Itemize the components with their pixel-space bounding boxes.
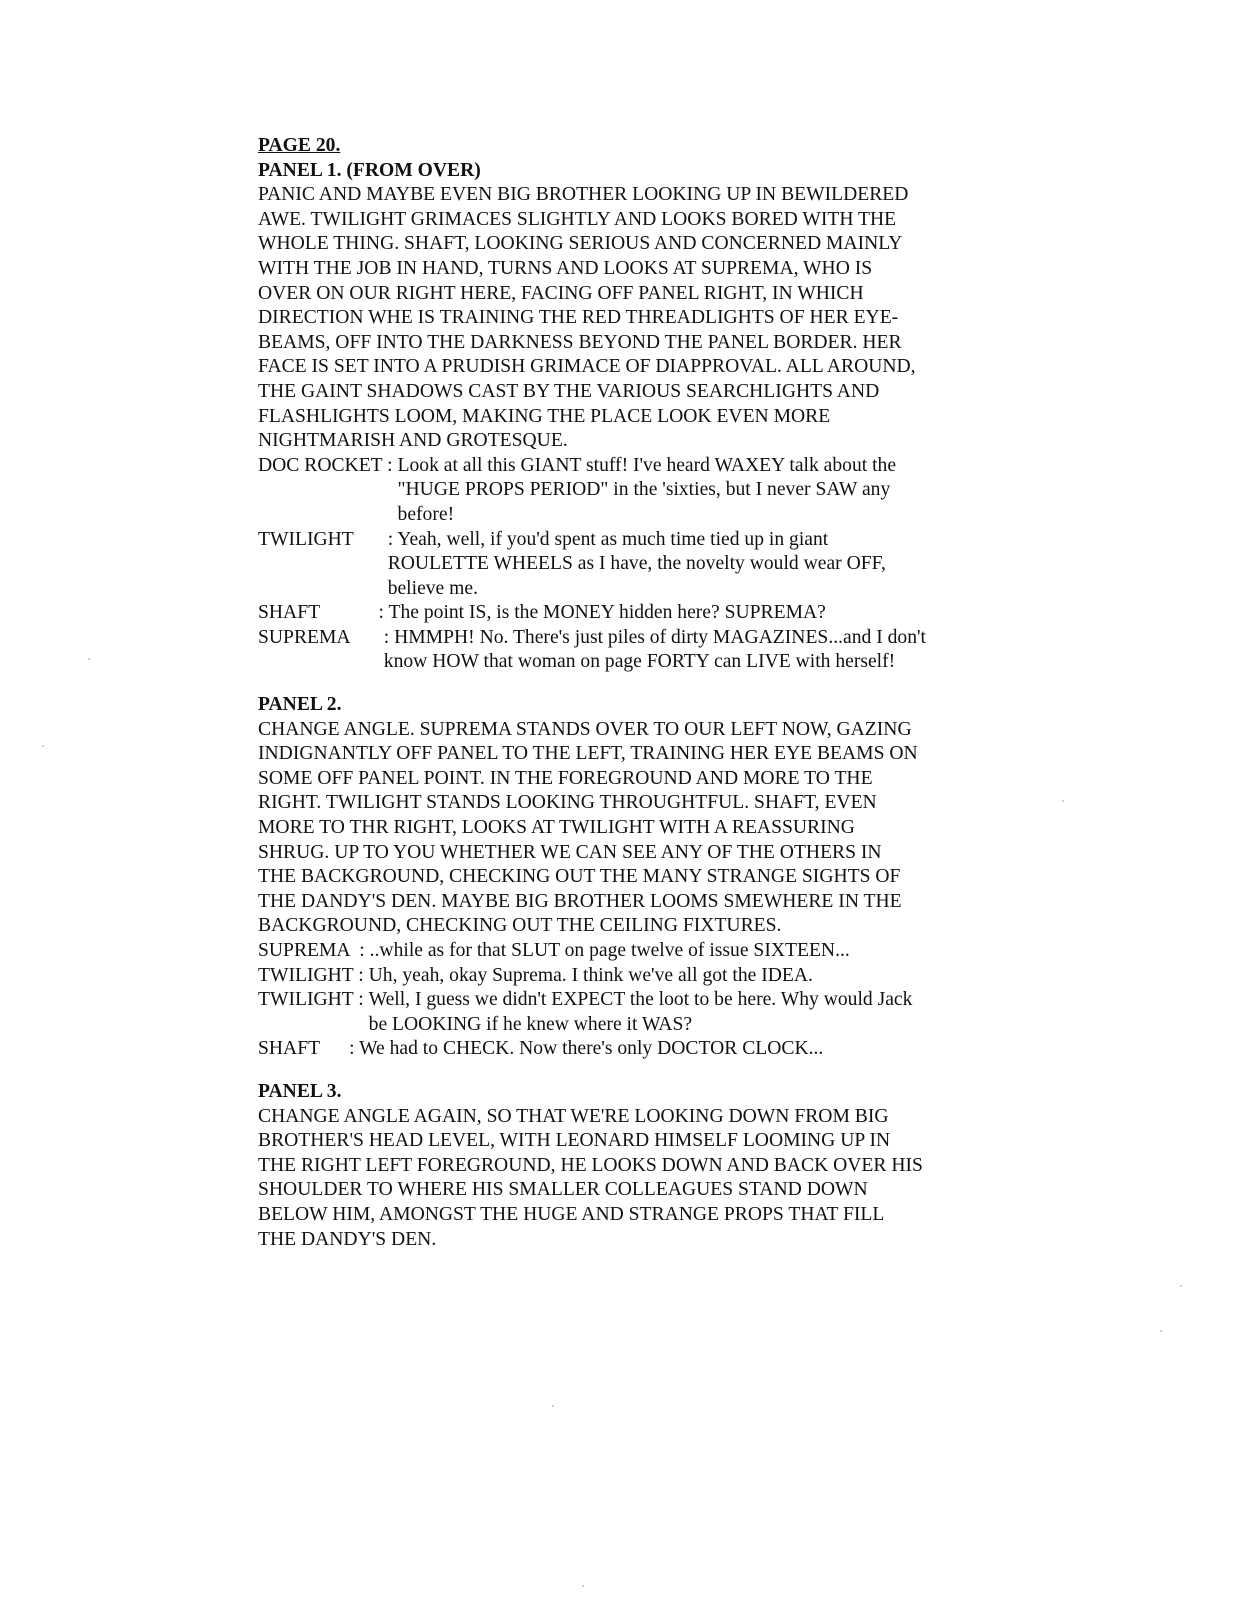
panel-2 [258,693,998,1062]
scan-speck [88,658,90,660]
dialogue-block [258,939,998,1062]
script-page [258,134,998,1252]
speaker: TWILIGHT : [258,989,369,1011]
scan-speck [42,745,44,747]
dialogue-line [258,528,998,602]
speech: : We had to CHECK. Now there's only DOCTOR CLOCK... [349,1038,824,1060]
dialogue-line [258,988,998,1037]
panel-1 [258,159,998,675]
speech: Well, I guess we didn't EXPECT the loot to be here. Why would Jack be LOOKING if he knew where it WAS? [368,989,913,1035]
panel-3 [258,1080,998,1252]
scan-speck [552,1405,554,1407]
panel-description: PANIC AND MAYBE EVEN BIG BROTHER LOOKING UP IN BEWILDERED AWE. TWILIGHT GRIMACES SLIGHTLY AND LOOKS BORED WITH THE WHOLE THING. SHAFT, LOOKING SERIOUS AND CONCERNED MAINLY WITH THE JOB IN HAND, TURNS AND LOOKS AT SUPREMA, WHO IS OVER ON OUR RIGHT HERE, FACING OFF PANEL RIGHT, IN WHICH DIRECTION WHE IS TRAINING THE RED THREADLIGHTS OF HER EYE- BEAMS, OFF INTO THE DARKNESS BEYOND THE PANEL BORDER. HER FACE IS SET INTO A PRUDISH GRIMACE OF DIAPPROVAL. ALL AROUND, THE GAINT SHADOWS CAST BY THE VARIOUS SEARCHLIGHTS AND FLASHLIGHTS LOOM, MAKING THE PLACE LOOK EVEN MORE NIGHTMARISH AND GROTESQUE. [258,184,916,452]
panel-heading: PANEL 3. [258,1080,342,1102]
speech: Uh, yeah, okay Suprema. I think we've all got the IDEA. [368,964,813,986]
speaker: SHAFT [258,602,379,624]
speech: : Yeah, well, if you'd spent as much time tied up in giant ROULETTE WHEELS as I have, the novelty would wear OFF, believe me. [387,528,886,599]
speech: Look at all this GIANT stuff! I've heard WAXEY talk about the "HUGE PROPS PERIOD" in the 'sixties, but I never SAW any before! [397,454,897,525]
speech: : HMMPH! No. There's just piles of dirty MAGAZINES...and I don't know HOW that woman on page FORTY can LIVE with herself! [383,626,926,673]
scan-speck [1062,800,1064,802]
panel-heading: PANEL 1. (FROM OVER) [258,159,481,181]
dialogue-line [258,601,998,626]
speaker: SUPREMA : [258,940,370,961]
dialogue-line [258,939,998,964]
scan-speck [582,1585,584,1587]
speaker: TWILIGHT : [258,964,369,986]
speaker: DOC ROCKET : [258,454,398,476]
scan-speck [1180,1285,1182,1287]
speaker: SHAFT [258,1038,350,1060]
panel-description: CHANGE ANGLE AGAIN, SO THAT WE'RE LOOKING DOWN FROM BIG BROTHER'S HEAD LEVEL, WITH LEONARD HIMSELF LOOMING UP IN THE RIGHT LEFT FOREGROUND, HE LOOKS DOWN AND BACK OVER HIS SHOULDER TO WHERE HIS SMALLER COLLEAGUES STAND DOWN BELOW HIM, AMONGST THE HUGE AND STRANGE PROPS THAT FILL THE DANDY'S DEN. [258,1105,923,1250]
speaker: TWILIGHT [258,528,388,550]
dialogue-line [258,964,998,989]
scan-speck [1160,1330,1162,1332]
dialogue-block [258,454,998,675]
speech: : The point IS, is the MONEY hidden here? SUPREMA? [378,602,826,624]
dialogue-line [258,454,998,528]
dialogue-line [258,1037,998,1062]
panel-heading: PANEL 2. [258,694,342,716]
speech: ..while as for that SLUT on page twelve of issue SIXTEEN... [369,940,850,961]
speaker: SUPREMA [258,626,384,648]
dialogue-line [258,626,998,675]
page-heading: PAGE 20. [258,135,341,156]
panel-description: CHANGE ANGLE. SUPREMA STANDS OVER TO OUR LEFT NOW, GAZING INDIGNANTLY OFF PANEL TO THE LEFT, TRAINING HER EYE BEAMS ON SOME OFF PANEL POINT. IN THE FOREGROUND AND MORE TO THE RIGHT. TWILIGHT STANDS LOOKING THROUGHTFUL. SHAFT, EVEN MORE TO THR RIGHT, LOOKS AT TWILIGHT WITH A REASSURING SHRUG. UP TO YOU WHETHER WE CAN SEE ANY OF THE OTHERS IN THE BACKGROUND, CHECKING OUT THE MANY STRANGE SIGHTS OF THE DANDY'S DEN. MAYBE BIG BROTHER LOOMS SMEWHERE IN THE BACKGROUND, CHECKING OUT THE CEILING FIXTURES. [258,718,918,937]
